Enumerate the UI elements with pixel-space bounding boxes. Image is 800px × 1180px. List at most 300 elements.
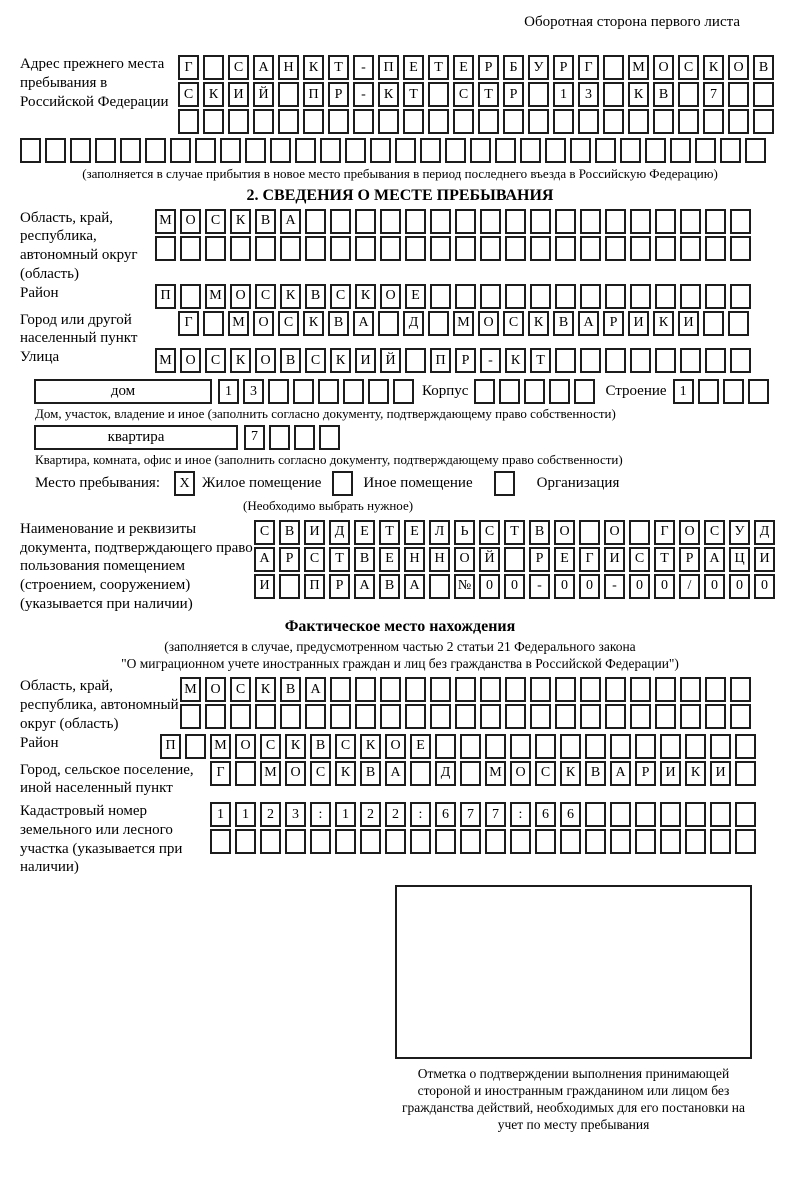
char-box[interactable]: 0 [629,574,650,599]
char-box[interactable] [680,677,701,702]
char-box[interactable]: П [378,55,399,80]
char-box[interactable] [403,109,424,134]
char-box[interactable] [680,348,701,373]
char-box[interactable]: Л [429,520,450,545]
char-box[interactable]: Р [478,55,499,80]
char-box[interactable] [753,82,774,107]
char-box[interactable]: Г [654,520,675,545]
char-box[interactable] [660,734,681,759]
char-box[interactable]: 7 [460,802,481,827]
char-box[interactable]: О [510,761,531,786]
char-box[interactable] [378,311,399,336]
char-box[interactable] [678,109,699,134]
char-box[interactable] [505,236,526,261]
char-box[interactable]: А [354,574,375,599]
char-box[interactable]: О [454,547,475,572]
char-box[interactable]: А [254,547,275,572]
char-box[interactable] [430,704,451,729]
char-box[interactable]: 0 [504,574,525,599]
char-box[interactable]: А [353,311,374,336]
char-box[interactable]: Д [329,520,350,545]
char-box[interactable] [455,677,476,702]
char-box[interactable] [520,138,541,163]
char-box[interactable]: Е [410,734,431,759]
char-box[interactable] [253,109,274,134]
char-box[interactable] [535,734,556,759]
char-box[interactable] [603,109,624,134]
char-box[interactable]: 1 [673,379,694,404]
char-box[interactable]: О [478,311,499,336]
char-box[interactable]: О [554,520,575,545]
char-box[interactable]: 0 [704,574,725,599]
char-box[interactable]: Г [178,55,199,80]
char-box[interactable] [580,704,601,729]
char-box[interactable]: К [360,734,381,759]
char-box[interactable] [455,704,476,729]
char-box[interactable]: К [203,82,224,107]
char-box[interactable] [353,109,374,134]
char-box[interactable] [430,209,451,234]
char-box[interactable]: Ц [729,547,750,572]
char-box[interactable] [530,209,551,234]
char-box[interactable]: С [304,547,325,572]
char-box[interactable] [180,284,201,309]
char-box[interactable]: Т [379,520,400,545]
char-box[interactable] [420,138,441,163]
char-box[interactable] [735,761,756,786]
char-box[interactable] [460,734,481,759]
char-box[interactable] [45,138,66,163]
char-box[interactable]: К [303,311,324,336]
char-box[interactable] [270,138,291,163]
char-box[interactable]: К [280,284,301,309]
char-box[interactable]: Е [453,55,474,80]
char-box[interactable]: И [604,547,625,572]
char-box[interactable] [330,236,351,261]
char-box[interactable]: : [510,802,531,827]
char-box[interactable]: 7 [703,82,724,107]
char-box[interactable]: В [354,547,375,572]
char-box[interactable]: В [529,520,550,545]
char-box[interactable]: В [653,82,674,107]
char-box[interactable] [530,704,551,729]
char-box[interactable]: М [485,761,506,786]
char-box[interactable]: Е [405,284,426,309]
char-box[interactable] [305,704,326,729]
char-box[interactable] [635,829,656,854]
char-box[interactable] [293,379,314,404]
char-box[interactable] [635,734,656,759]
char-box[interactable]: 0 [479,574,500,599]
char-box[interactable]: В [379,574,400,599]
char-box[interactable] [585,802,606,827]
char-box[interactable]: С [330,284,351,309]
char-box[interactable] [705,284,726,309]
char-box[interactable] [185,734,206,759]
char-box[interactable]: О [385,734,406,759]
char-box[interactable]: П [430,348,451,373]
stay-type-checkbox-residential[interactable] [174,471,195,496]
char-box[interactable] [180,704,201,729]
char-box[interactable]: 7 [485,802,506,827]
char-box[interactable]: Е [354,520,375,545]
char-box[interactable]: С [230,677,251,702]
char-box[interactable]: Д [435,761,456,786]
char-box[interactable] [355,704,376,729]
char-box[interactable] [430,284,451,309]
char-box[interactable]: К [528,311,549,336]
char-box[interactable] [285,829,306,854]
char-box[interactable]: В [360,761,381,786]
char-box[interactable] [748,379,769,404]
char-box[interactable]: К [653,311,674,336]
char-box[interactable]: Р [603,311,624,336]
char-box[interactable] [480,236,501,261]
char-box[interactable] [255,704,276,729]
char-box[interactable]: О [235,734,256,759]
char-box[interactable]: 0 [729,574,750,599]
char-box[interactable] [735,829,756,854]
char-box[interactable] [310,829,331,854]
char-box[interactable]: П [155,284,176,309]
char-box[interactable] [305,209,326,234]
char-box[interactable]: С [535,761,556,786]
char-box[interactable] [555,284,576,309]
char-box[interactable] [385,829,406,854]
char-box[interactable] [345,138,366,163]
char-box[interactable]: О [180,209,201,234]
char-box[interactable]: 0 [554,574,575,599]
char-box[interactable]: Р [328,82,349,107]
char-box[interactable]: Г [579,547,600,572]
char-box[interactable] [405,209,426,234]
char-box[interactable] [730,236,751,261]
char-box[interactable]: С [278,311,299,336]
char-box[interactable] [555,348,576,373]
char-box[interactable]: 6 [535,802,556,827]
char-box[interactable] [485,829,506,854]
char-box[interactable] [360,829,381,854]
char-box[interactable] [730,209,751,234]
char-box[interactable]: К [685,761,706,786]
char-box[interactable] [228,109,249,134]
char-box[interactable]: С [255,284,276,309]
char-box[interactable]: С [335,734,356,759]
char-box[interactable] [505,284,526,309]
char-box[interactable] [603,82,624,107]
char-box[interactable] [235,829,256,854]
char-box[interactable]: С [629,547,650,572]
char-box[interactable] [710,802,731,827]
char-box[interactable]: Д [403,311,424,336]
char-box[interactable] [605,677,626,702]
char-box[interactable] [530,236,551,261]
char-box[interactable]: О [205,677,226,702]
char-box[interactable] [628,109,649,134]
char-box[interactable] [560,734,581,759]
char-box[interactable]: А [404,574,425,599]
char-box[interactable]: О [253,311,274,336]
char-box[interactable]: А [385,761,406,786]
char-box[interactable]: Н [278,55,299,80]
char-box[interactable] [745,138,766,163]
char-box[interactable]: К [703,55,724,80]
char-box[interactable] [728,82,749,107]
char-box[interactable] [305,236,326,261]
char-box[interactable] [494,471,515,496]
char-box[interactable] [378,109,399,134]
char-box[interactable] [380,704,401,729]
char-box[interactable]: Т [530,348,551,373]
char-box[interactable] [70,138,91,163]
char-box[interactable] [380,677,401,702]
char-box[interactable] [203,109,224,134]
char-box[interactable] [703,311,724,336]
char-box[interactable] [495,138,516,163]
char-box[interactable] [370,138,391,163]
char-box[interactable]: 1 [218,379,239,404]
char-box[interactable] [653,109,674,134]
char-box[interactable]: С [254,520,275,545]
char-box[interactable] [698,379,719,404]
char-box[interactable]: М [260,761,281,786]
char-box[interactable] [368,379,389,404]
char-box[interactable] [504,547,525,572]
char-box[interactable] [555,236,576,261]
char-box[interactable] [470,138,491,163]
char-box[interactable] [95,138,116,163]
char-box[interactable] [730,348,751,373]
char-box[interactable] [630,677,651,702]
char-box[interactable]: Р [553,55,574,80]
char-box[interactable]: В [305,284,326,309]
char-box[interactable]: 2 [260,802,281,827]
char-box[interactable] [630,284,651,309]
char-box[interactable] [655,704,676,729]
char-box[interactable] [553,109,574,134]
char-box[interactable]: А [578,311,599,336]
char-box[interactable] [230,704,251,729]
char-box[interactable]: 1 [235,802,256,827]
char-box[interactable]: С [205,209,226,234]
char-box[interactable]: П [303,82,324,107]
char-box[interactable] [655,236,676,261]
char-box[interactable] [435,734,456,759]
char-box[interactable] [180,236,201,261]
char-box[interactable] [295,138,316,163]
char-box[interactable] [235,761,256,786]
char-box[interactable]: И [355,348,376,373]
char-box[interactable] [680,236,701,261]
char-box[interactable] [705,677,726,702]
char-box[interactable]: К [378,82,399,107]
char-box[interactable]: У [729,520,750,545]
char-box[interactable] [405,236,426,261]
char-box[interactable]: К [335,761,356,786]
char-box[interactable]: Й [253,82,274,107]
char-box[interactable]: О [728,55,749,80]
char-box[interactable]: К [230,209,251,234]
char-box[interactable] [319,425,340,450]
char-box[interactable] [318,379,339,404]
char-box[interactable] [355,209,376,234]
char-box[interactable]: Е [404,520,425,545]
char-box[interactable] [680,209,701,234]
char-box[interactable]: А [253,55,274,80]
char-box[interactable]: Г [210,761,231,786]
char-box[interactable] [570,138,591,163]
char-box[interactable]: Ь [454,520,475,545]
char-box[interactable] [395,138,416,163]
char-box[interactable] [480,677,501,702]
char-box[interactable] [610,734,631,759]
char-box[interactable]: С [453,82,474,107]
char-box[interactable] [655,677,676,702]
char-box[interactable]: Й [479,547,500,572]
char-box[interactable] [303,109,324,134]
char-box[interactable] [524,379,545,404]
char-box[interactable] [278,109,299,134]
char-box[interactable]: П [304,574,325,599]
char-box[interactable] [328,109,349,134]
char-box[interactable]: В [310,734,331,759]
char-box[interactable]: Й [380,348,401,373]
char-box[interactable] [355,677,376,702]
char-box[interactable] [685,734,706,759]
char-box[interactable] [629,520,650,545]
char-box[interactable] [343,379,364,404]
char-box[interactable]: Е [554,547,575,572]
char-box[interactable] [280,236,301,261]
char-box[interactable] [260,829,281,854]
char-box[interactable]: И [678,311,699,336]
char-box[interactable] [545,138,566,163]
char-box[interactable]: С [310,761,331,786]
char-box[interactable]: Т [478,82,499,107]
char-box[interactable] [380,209,401,234]
char-box[interactable] [405,704,426,729]
char-box[interactable] [428,82,449,107]
char-box[interactable]: С [305,348,326,373]
char-box[interactable]: Т [504,520,525,545]
char-box[interactable] [460,761,481,786]
char-box[interactable] [670,138,691,163]
char-box[interactable]: И [660,761,681,786]
char-box[interactable] [605,704,626,729]
char-box[interactable] [155,236,176,261]
char-box[interactable]: Р [279,547,300,572]
char-box[interactable] [499,379,520,404]
char-box[interactable]: : [410,802,431,827]
char-box[interactable]: А [280,209,301,234]
char-box[interactable]: Г [178,311,199,336]
char-box[interactable]: / [679,574,700,599]
char-box[interactable] [460,829,481,854]
char-box[interactable]: О [285,761,306,786]
char-box[interactable]: Т [403,82,424,107]
char-box[interactable] [678,82,699,107]
char-box[interactable] [220,138,241,163]
char-box[interactable]: О [230,284,251,309]
char-box[interactable] [730,704,751,729]
char-box[interactable] [655,209,676,234]
char-box[interactable]: 0 [754,574,775,599]
char-box[interactable] [505,677,526,702]
char-box[interactable] [728,311,749,336]
char-box[interactable] [585,829,606,854]
char-box[interactable] [710,734,731,759]
char-box[interactable]: И [228,82,249,107]
char-box[interactable] [705,704,726,729]
char-box[interactable] [555,704,576,729]
char-box[interactable] [455,284,476,309]
char-box[interactable]: К [355,284,376,309]
char-box[interactable] [655,284,676,309]
char-box[interactable] [178,109,199,134]
char-box[interactable]: К [255,677,276,702]
char-box[interactable] [735,734,756,759]
char-box[interactable]: 2 [385,802,406,827]
char-box[interactable]: 1 [210,802,231,827]
char-box[interactable]: 3 [285,802,306,827]
char-box[interactable] [330,704,351,729]
char-box[interactable] [330,677,351,702]
char-box[interactable]: С [228,55,249,80]
char-box[interactable]: О [380,284,401,309]
char-box[interactable] [245,138,266,163]
char-box[interactable] [753,109,774,134]
char-box[interactable]: 3 [578,82,599,107]
char-box[interactable]: М [228,311,249,336]
char-box[interactable] [430,236,451,261]
char-box[interactable] [735,802,756,827]
char-box[interactable] [605,284,626,309]
char-box[interactable] [120,138,141,163]
char-box[interactable] [210,829,231,854]
char-box[interactable]: И [304,520,325,545]
char-box[interactable] [705,236,726,261]
char-box[interactable]: К [285,734,306,759]
char-box[interactable] [655,348,676,373]
char-box[interactable]: С [503,311,524,336]
char-box[interactable] [393,379,414,404]
char-box[interactable]: Т [329,547,350,572]
char-box[interactable]: В [585,761,606,786]
char-box[interactable] [630,236,651,261]
char-box[interactable] [705,209,726,234]
char-box[interactable]: Е [379,547,400,572]
char-box[interactable]: 1 [335,802,356,827]
char-box[interactable] [428,109,449,134]
char-box[interactable] [205,236,226,261]
char-box[interactable]: О [653,55,674,80]
char-box[interactable]: С [178,82,199,107]
char-box[interactable] [410,829,431,854]
char-box[interactable]: 0 [654,574,675,599]
char-box[interactable] [203,55,224,80]
char-box[interactable]: К [505,348,526,373]
char-box[interactable] [549,379,570,404]
char-box[interactable] [278,82,299,107]
char-box[interactable]: М [155,348,176,373]
char-box[interactable] [610,802,631,827]
char-box[interactable] [430,677,451,702]
char-box[interactable] [503,109,524,134]
char-box[interactable] [574,379,595,404]
char-box[interactable]: О [180,348,201,373]
char-box[interactable]: Т [428,55,449,80]
char-box[interactable]: М [210,734,231,759]
